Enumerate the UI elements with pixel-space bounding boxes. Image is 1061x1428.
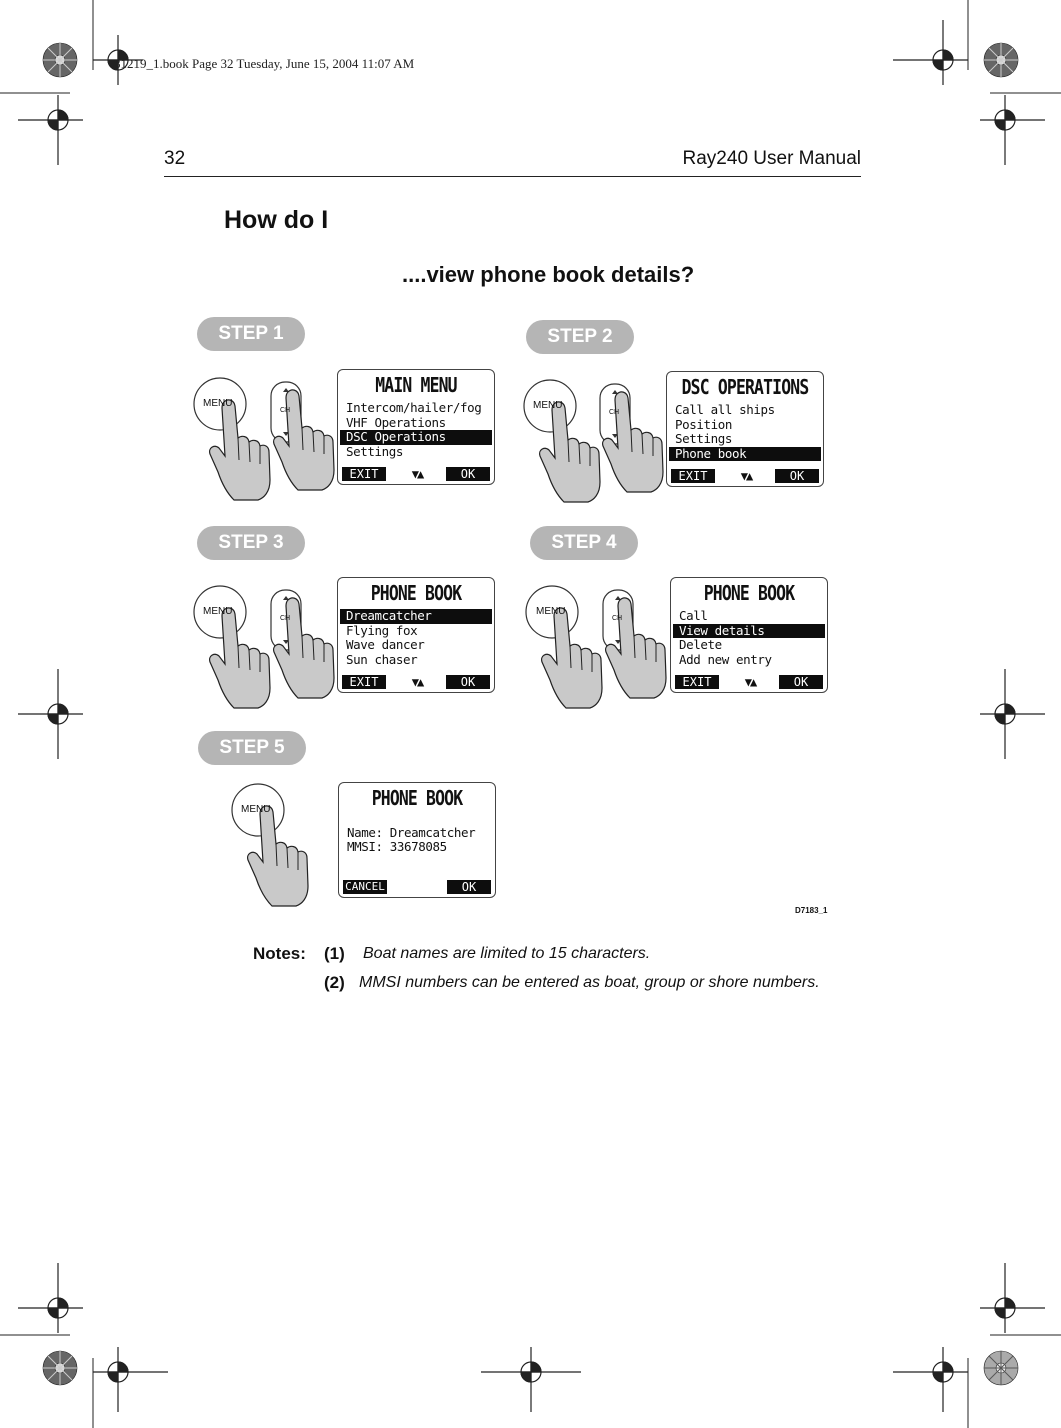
step1-menu-label: MENU — [203, 398, 233, 409]
step-1-badge: STEP 1 — [197, 317, 305, 351]
step4-menu-label: MENU — [536, 606, 566, 617]
menu-item-selected: DSC Operations — [340, 430, 492, 445]
page-number: 32 — [164, 148, 186, 169]
menu-item: Settings — [675, 432, 733, 446]
ok-softkey: OK — [779, 675, 823, 689]
exit-softkey: EXIT — [342, 675, 386, 689]
step-2-badge: STEP 2 — [526, 320, 634, 354]
menu-item-selected: Phone book — [669, 447, 821, 462]
step2-screen — [666, 371, 824, 487]
menu-item: Wave dancer — [346, 638, 425, 652]
menu-item: Call all ships — [675, 403, 775, 417]
section-subheading: ....view phone book details? — [402, 262, 695, 287]
menu-item: Sun chaser — [346, 652, 418, 667]
note-2-number: (2) — [324, 973, 345, 992]
menu-item: Call — [679, 609, 708, 623]
step5-menu-label: MENU — [241, 804, 271, 815]
screen-title: PHONE BOOK — [371, 786, 463, 810]
figure-code: D7183_1 — [795, 906, 828, 915]
step4-screen — [670, 577, 828, 693]
ok-softkey: OK — [775, 469, 819, 483]
screen-title: PHONE BOOK — [703, 581, 795, 605]
menu-item-selected: View details — [673, 624, 825, 639]
ok-softkey: OK — [447, 880, 491, 894]
scroll-arrows-icon: ▼▲ — [411, 467, 423, 481]
step3-menu-label: MENU — [203, 606, 233, 617]
menu-item: Flying fox — [346, 623, 418, 638]
ok-softkey: OK — [446, 467, 490, 481]
step2-menu-label: MENU — [533, 400, 563, 411]
screen-title: MAIN MENU — [375, 373, 457, 397]
detail-mmsi: MMSI: 33678085 — [347, 840, 447, 854]
scroll-arrows-icon: ▼▲ — [740, 469, 752, 483]
note-1-text: Boat names are limited to 15 characters. — [363, 945, 651, 962]
step3-ch-label: CH — [280, 615, 291, 622]
screen-title: PHONE BOOK — [370, 581, 462, 605]
step-4-badge: STEP 4 — [530, 526, 638, 560]
note-2-text: MMSI numbers can be entered as boat, group or shore numbers. — [359, 974, 820, 991]
ok-softkey: OK — [446, 675, 490, 689]
step5-screen — [338, 782, 496, 898]
exit-softkey: EXIT — [671, 469, 715, 483]
detail-line — [341, 811, 493, 826]
screen-title: DSC OPERATIONS — [681, 375, 809, 399]
step-5-badge: STEP 5 — [198, 731, 306, 765]
exit-softkey: EXIT — [342, 467, 386, 481]
menu-item-selected: Dreamcatcher — [340, 609, 492, 624]
menu-item: Intercom/hailer/fog — [346, 401, 482, 415]
step2-ch-label: CH — [609, 409, 620, 416]
menu-item: Position — [675, 417, 733, 432]
scroll-arrows-icon: ▼▲ — [411, 675, 423, 689]
menu-item: Delete — [679, 638, 722, 652]
step1-screen — [337, 369, 495, 485]
menu-item: Add new entry — [679, 652, 772, 667]
manual-title: Ray240 User Manual — [682, 148, 861, 169]
note-1-number: (1) — [324, 944, 345, 963]
exit-softkey: EXIT — [675, 675, 719, 689]
cancel-softkey: CANCEL — [343, 880, 387, 894]
print-info: 81219_1.book Page 32 Tuesday, June 15, 2004 11:07 AM — [114, 56, 415, 71]
notes-label: Notes: — [253, 944, 306, 963]
detail-name: Name: Dreamcatcher — [347, 825, 476, 840]
step-3-badge: STEP 3 — [197, 526, 305, 560]
menu-item: Settings — [346, 444, 404, 459]
step4-ch-label: CH — [612, 615, 623, 622]
step1-ch-label: CH — [280, 407, 291, 414]
scroll-arrows-icon: ▼▲ — [744, 675, 756, 689]
menu-item: VHF Operations — [346, 415, 446, 430]
section-heading: How do I — [224, 206, 329, 234]
step3-screen — [337, 577, 495, 693]
